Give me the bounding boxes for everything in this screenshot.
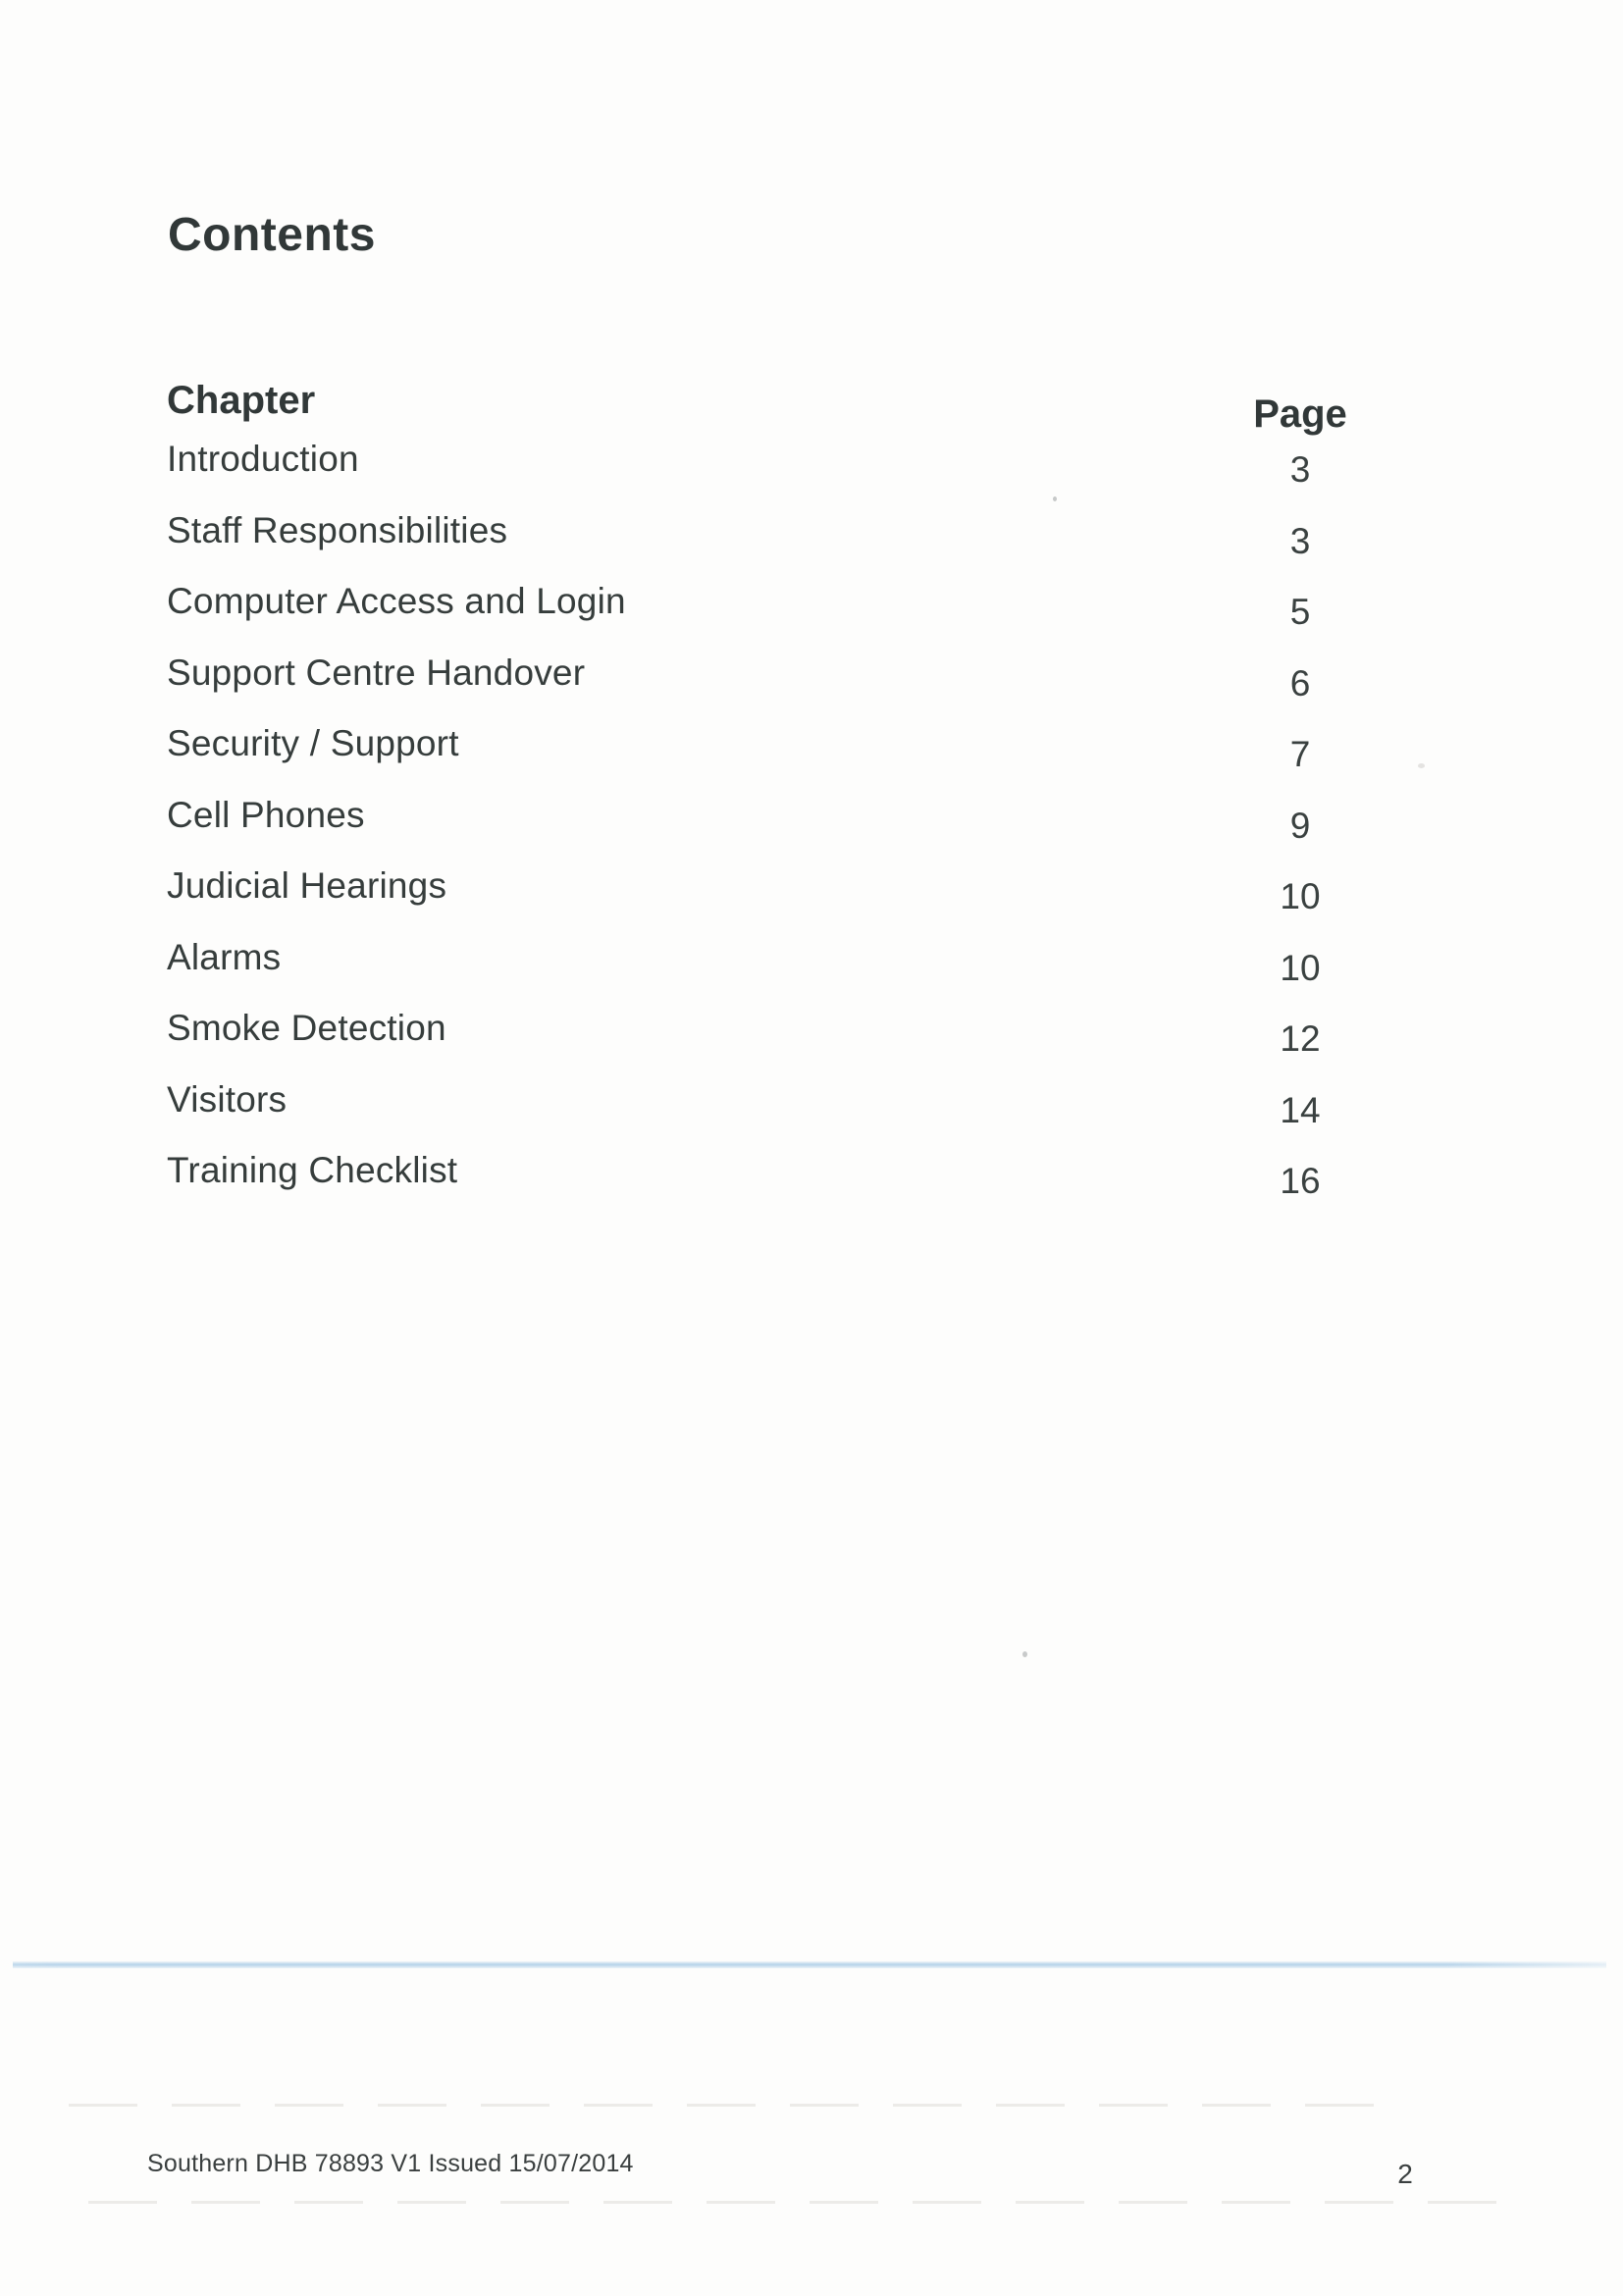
toc-row	[167, 1010, 1623, 1059]
toc-page-number: 16	[1280, 1161, 1321, 1201]
toc-page-number: 10	[1280, 947, 1321, 988]
toc-row	[167, 1152, 1623, 1201]
toc-chapter-label: Training Checklist	[167, 1150, 458, 1190]
scan-speck	[1022, 1651, 1027, 1657]
footer-doc-reference: Southern DHB 78893 V1 Issued 15/07/2014	[147, 2150, 634, 2177]
toc-column-header-page: Page	[1253, 392, 1347, 436]
toc-row	[167, 583, 1623, 632]
toc-page-number: 14	[1280, 1089, 1321, 1130]
toc-page-number: 6	[1289, 662, 1311, 704]
toc-chapter-label: Staff Responsibilities	[167, 509, 508, 550]
toc-row	[167, 725, 1623, 774]
scan-speck	[1053, 496, 1057, 501]
toc-chapter-label: Introduction	[167, 439, 359, 479]
toc-row	[167, 1078, 1623, 1130]
toc-row	[167, 867, 1623, 916]
scan-speck	[1418, 763, 1425, 768]
toc-page-number: 9	[1289, 805, 1311, 846]
toc-chapter-label: Smoke Detection	[167, 1008, 446, 1048]
toc-row	[167, 936, 1623, 988]
toc-page-number: 5	[1289, 592, 1311, 632]
toc-row	[167, 794, 1623, 846]
toc-column-header-chapter: Chapter	[167, 379, 316, 422]
toc-chapter-label: Computer Access and Login	[167, 581, 626, 621]
page-title: Contents	[168, 209, 376, 261]
toc-chapter-label: Alarms	[167, 936, 282, 977]
toc-chapter-label: Visitors	[167, 1078, 288, 1120]
toc-row	[167, 654, 1623, 704]
toc-page-number: 3	[1289, 520, 1311, 561]
toc-chapter-label: Judicial Hearings	[167, 865, 447, 906]
horizontal-divider-blue	[13, 1961, 1606, 1968]
scan-artifact-line-lower	[88, 2201, 1531, 2204]
toc-chapter-label: Cell Phones	[167, 794, 365, 835]
toc-page-number: 10	[1280, 876, 1321, 916]
scan-artifact-line-upper	[69, 2104, 1393, 2107]
toc-chapter-label: Security / Support	[167, 723, 459, 763]
footer-page-number: 2	[1397, 2159, 1413, 2189]
toc-page-number: 12	[1280, 1018, 1321, 1059]
toc-page-number: 3	[1289, 449, 1311, 490]
toc-row	[167, 509, 1623, 561]
toc-row	[167, 441, 1623, 490]
toc-chapter-label: Support Centre Handover	[167, 652, 586, 693]
toc-page-number: 7	[1289, 734, 1311, 774]
